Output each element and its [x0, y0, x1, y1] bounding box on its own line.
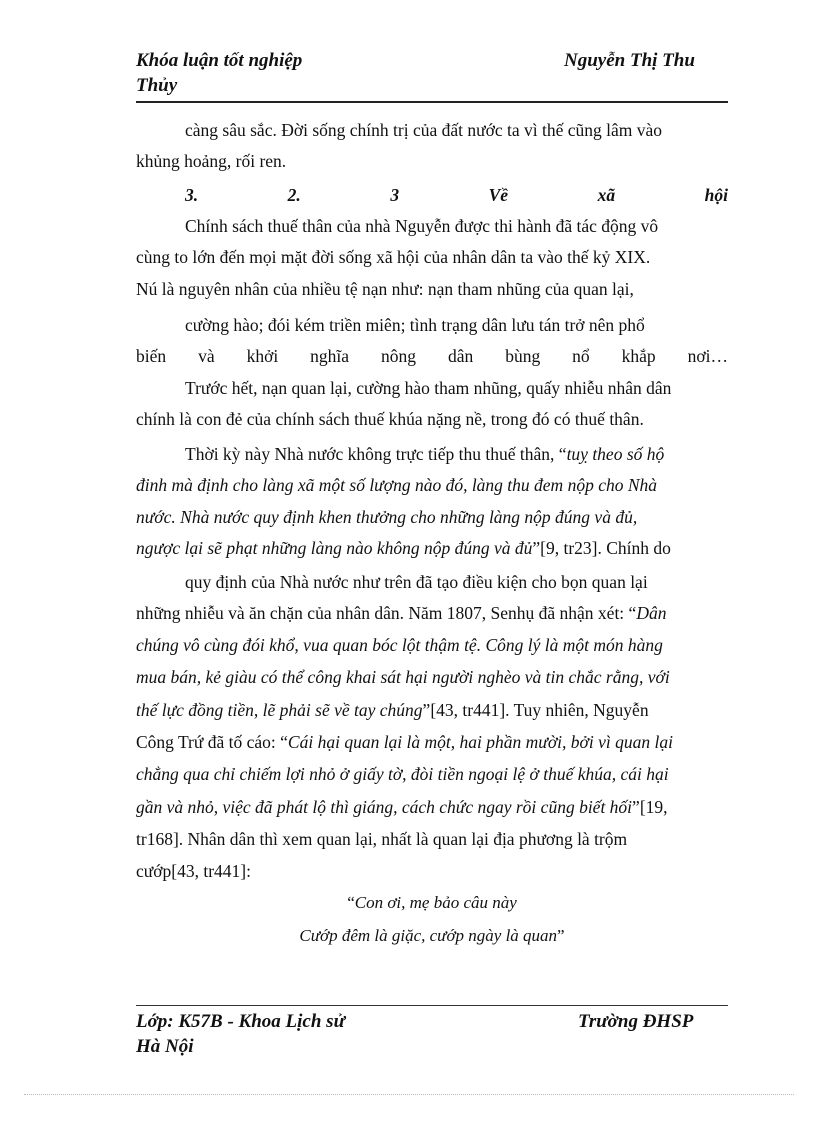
quote-line: đinh mà định cho làng xã một số lượng nào đó, làng thu đem nộp cho Nhà — [136, 475, 658, 495]
footer-divider — [136, 1005, 728, 1006]
header-title: Khóa luận tốt nghiệp — [136, 50, 303, 71]
text-line: cường hào; đói kém triền miên; tình trạng dân lưu tán trở nên phổ — [185, 315, 645, 335]
quote-text: Dân — [636, 603, 667, 623]
text-line: Thời kỳ này Nhà nước không trực tiếp thu thuế thân, “tuỵ theo số hộ — [185, 444, 665, 464]
page-bottom-border — [24, 1094, 794, 1095]
footer-class: Lớp: K57B - Khoa Lịch sử — [136, 1011, 345, 1032]
quote-text: thế lực đồng tiền, lẽ phải sẽ về tay chúng — [136, 700, 423, 720]
text-line: khủng hoảng, rối ren. — [136, 151, 287, 171]
header-divider — [136, 101, 728, 103]
header-author: Nguyễn Thị Thu — [564, 50, 695, 71]
quote-text: Cái hại quan lại là một, hai phần mười, bởi vì quan lại — [287, 732, 673, 752]
text-line: những nhiễu và ăn chặn của nhân dân. Năm 1807, Senhụ đã nhận xét: “Dân — [136, 603, 667, 623]
text-line: thế lực đồng tiền, lẽ phải sẽ về tay chúng”[43, tr441]. Tuy nhiên, Nguyễn — [136, 700, 649, 720]
text-line: tr168]. Nhân dân thì xem quan lại, nhất là quan lại địa phương là trộm — [136, 829, 628, 849]
quote-line: mua bán, kẻ giàu có thể công khai sát hại người nghèo và tin chắc rằng, với — [136, 667, 670, 687]
section-heading: 3. 2. 3 Về xã hội — [185, 185, 728, 205]
text-line: gần và nhỏ, việc đã phát lộ thì giáng, cách chức ngay rồi cũng biết hối”[19, — [136, 797, 668, 817]
header-author-continued: Thủy — [136, 75, 178, 96]
quote-text: tuỵ theo số hộ — [566, 444, 665, 464]
text-line: càng sâu sắc. Đời sống chính trị của đất nước ta vì thế cũng lâm vào — [185, 120, 663, 140]
justified-text-line: biến và khởi nghĩa nông dân bùng nổ khắp nơi… — [136, 346, 728, 366]
text-line: quy định của Nhà nước như trên đã tạo điều kiện cho bọn quan lại — [185, 572, 648, 592]
poem-line-1: “Con ơi, mẹ bảo câu này — [347, 893, 517, 912]
poem-line-2: Cướp đêm là giặc, cướp ngày là quan” — [299, 926, 565, 945]
quote-text: ngược lại sẽ phạt những làng nào không nộp đúng và đủ — [136, 538, 533, 558]
footer-school-continued: Hà Nội — [136, 1036, 194, 1057]
quote-text: gần và nhỏ, việc đã phát lộ thì giáng, cách chức ngay rồi cũng biết hối — [136, 797, 633, 817]
quote-line: nước. Nhà nước quy định khen thưởng cho những làng nộp đúng và đủ, — [136, 507, 638, 527]
text-line: Nú là nguyên nhân của nhiều tệ nạn như: nạn tham nhũng của quan lại, — [136, 279, 634, 299]
page-header — [136, 50, 728, 72]
quote-line: chúng vô cùng đói khổ, vua quan bóc lột thậm tệ. Công lý là một món hàng — [136, 635, 663, 655]
text-line: Công Trứ đã tố cáo: “Cái hại quan lại là một, hai phần mười, bởi vì quan lại — [136, 732, 673, 752]
text-line: cướp[43, tr441]: — [136, 861, 251, 881]
quote-line: chẳng qua chỉ chiếm lợi nhỏ ở giấy tờ, đòi tiền ngoại lệ ở thuế khúa, cái hại — [136, 764, 669, 784]
text-line: ngược lại sẽ phạt những làng nào không nộp đúng và đủ”[9, tr23]. Chính do — [136, 538, 671, 558]
text-line: Trước hết, nạn quan lại, cường hào tham nhũng, quấy nhiễu nhân dân — [185, 378, 672, 398]
text-line: chính là con đẻ của chính sách thuế khúa nặng nề, trong đó có thuế thân. — [136, 409, 644, 429]
text-line: Chính sách thuế thân của nhà Nguyễn được thi hành đã tác động vô — [185, 216, 659, 236]
text-line: cùng to lớn đến mọi mặt đời sống xã hội của nhân dân ta vào thế kỷ XIX. — [136, 247, 651, 267]
footer-school: Trường ĐHSP — [578, 1011, 694, 1032]
page-footer — [136, 1011, 728, 1033]
